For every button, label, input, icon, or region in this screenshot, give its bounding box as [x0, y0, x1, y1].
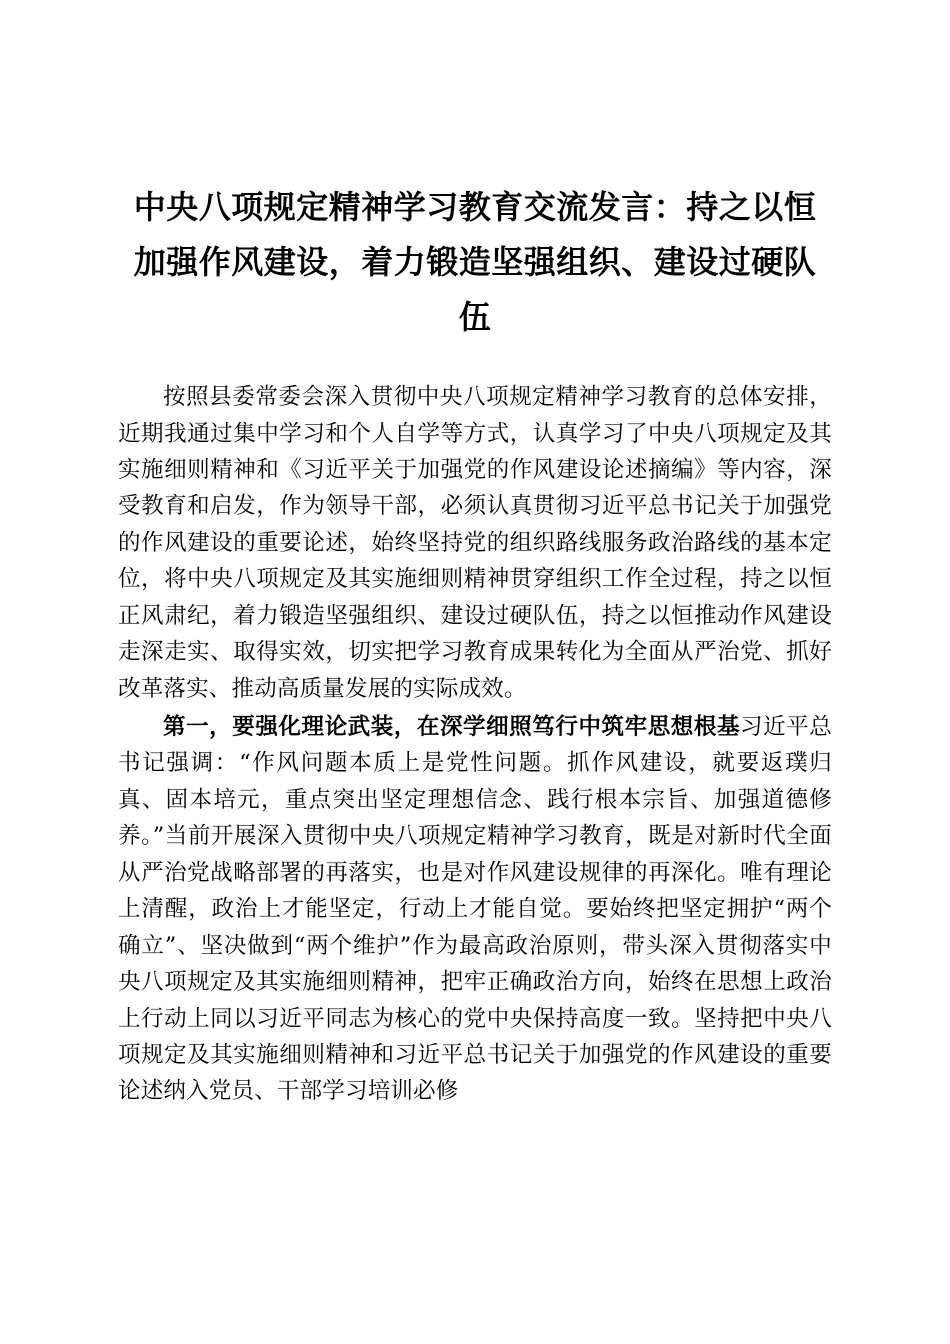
paragraph-intro: 按照县委常委会深入贯彻中央八项规定精神学习教育的总体安排，近期我通过集中学习和个人自学等方式，认真学习了中央八项规定及其实施细则精神和《习近平关于加强党的作风建设论述摘编》等内容，深受教育和启发，作为领导干部，必须认真贯彻习近平总书记关于加强党的作风建设的重要论述，始终坚持党的组织路线服务政治路线的基本定位，将中央八项规定及其实施细则精神贯穿组织工作全过程，持之以恒正风肃纪，着力锻造坚强组织、建设过硬队伍，持之以恒推动作风建设走深走实、取得实效，切实把学习教育成果转化为全面从严治党、抓好改革落实、推动高质量发展的实际成效。: [118, 384, 832, 702]
section-one-block: [118, 709, 832, 1110]
section-one-heading: 第一，要强化理论武装，在深学细照笃行中筑牢思想根基: [163, 714, 741, 741]
section-one-body: 习近平总书记强调：“作风问题本质上是党性问题。抓作风建设，就要返璞归真、固本培元，重点突出坚定理想信念、践行根本宗旨、加强道德修养。”当前开展深入贯彻中央八项规定精神学习教育，既是对新时代全面从严治党战略部署的再落实，也是对作风建设规律的再深化。唯有理论上清醒，政治上才能坚定，行动上才能自觉。要始终把坚定拥护“两个确立”、坚决做到“两个维护”作为最高政治原则，带头深入贯彻落实中央八项规定及其实施细则精神，把牢正确政治方向，始终在思想上政治上行动上同以习近平同志为核心的党中央保持高度一致。坚持把中央八项规定及其实施细则精神和习近平总书记关于加强党的作风建设的重要论述纳入党员、干部学习培训必修: [118, 714, 832, 1105]
page-title: 中央八项规定精神学习教育交流发言：持之以恒加强作风建设，着力锻造坚强组织、建设过硬队伍: [133, 188, 817, 337]
